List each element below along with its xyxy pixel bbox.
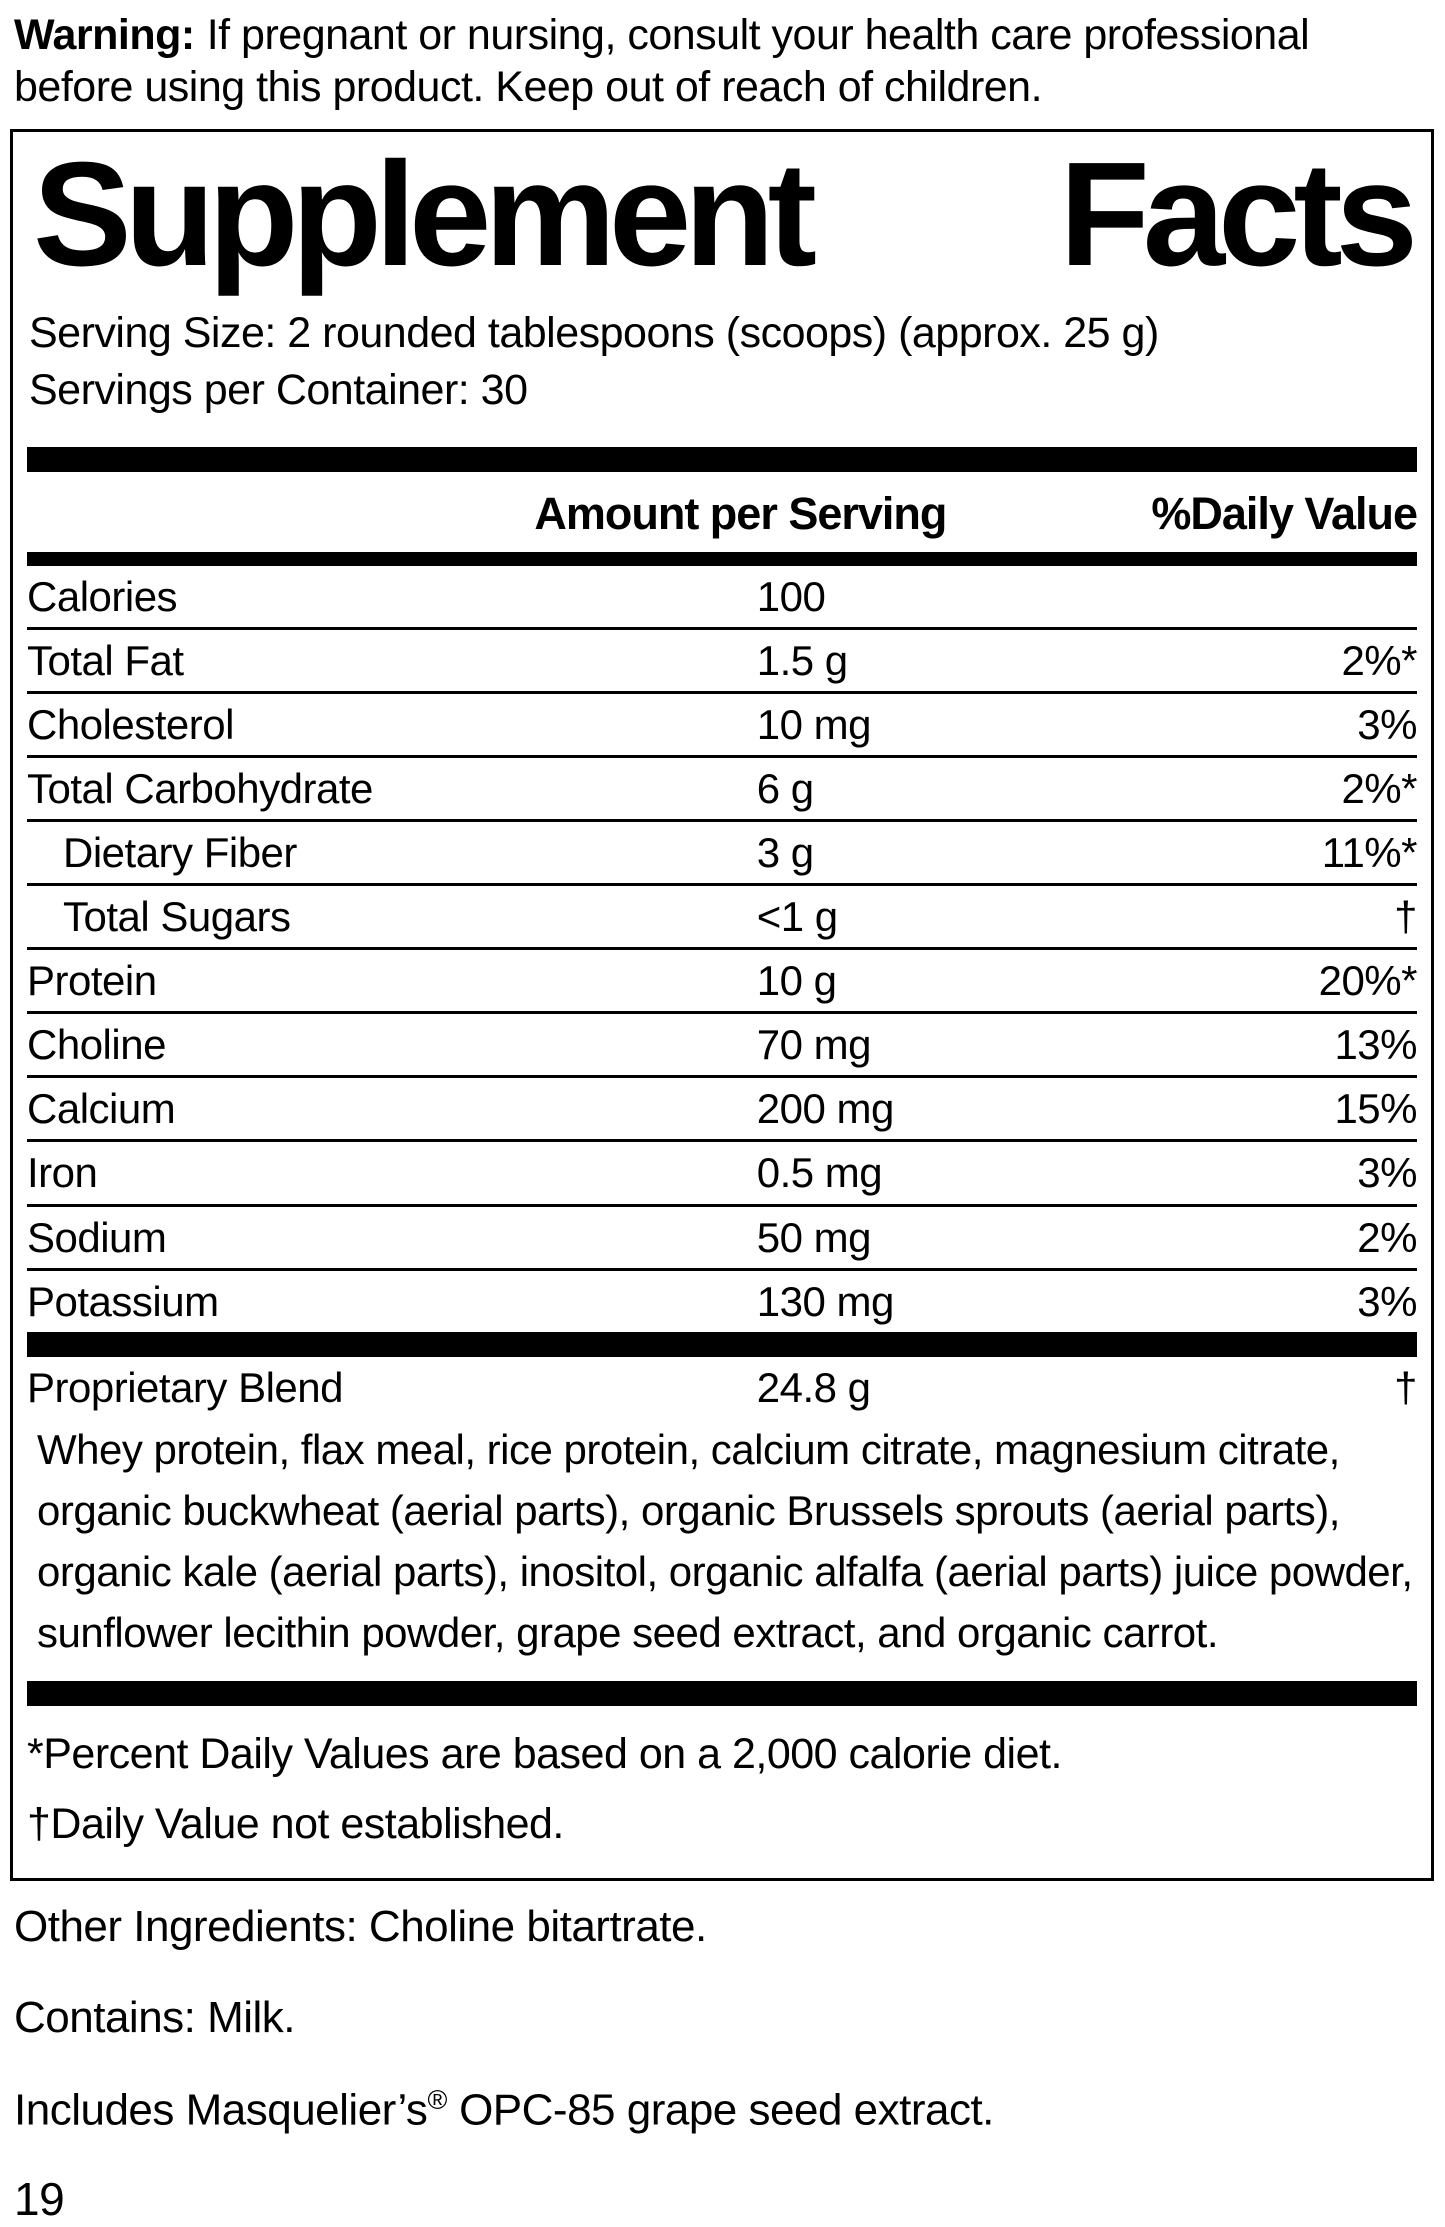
table-row bbox=[27, 1078, 1417, 1142]
nutrient-dv: 3% bbox=[1357, 700, 1417, 748]
nutrient-name: Proprietary Blend bbox=[27, 1363, 343, 1411]
nutrient-name: Cholesterol bbox=[27, 700, 234, 748]
includes-prefix: Includes Masquelier’s bbox=[14, 2085, 428, 2135]
nutrient-dv: † bbox=[1394, 1363, 1417, 1411]
blend-ingredients: Whey protein, flax meal, rice protein, calcium citrate, magnesium citrate, organic buckwheat (aerial parts), organic Brussels sprouts (aerial parts), organic kale (aerial parts), inositol, organic alfalfa (aerial parts) juice powder, sunflower lecithin powder, grape seed extract, and organic carrot. bbox=[37, 1425, 1413, 1656]
header-daily-value: %Daily Value bbox=[1151, 487, 1417, 539]
nutrient-name: Total Carbohydrate bbox=[27, 764, 373, 812]
nutrient-dv: 3% bbox=[1357, 1149, 1417, 1197]
nutrient-amount: 200 mg bbox=[756, 1085, 894, 1133]
nutrient-amount: 1.5 g bbox=[756, 636, 848, 684]
table-row bbox=[27, 694, 1417, 758]
nutrient-dv: 11%* bbox=[1321, 829, 1417, 877]
warning-body: If pregnant or nursing, consult your health care professional before using this product. Keep out of reach of children. bbox=[14, 11, 1310, 111]
table-row bbox=[27, 1014, 1417, 1078]
nutrient-name: Calories bbox=[27, 572, 178, 620]
includes-statement bbox=[14, 2084, 1429, 2137]
panel-title-right: Facts bbox=[1059, 132, 1411, 298]
nutrient-dv: 2%* bbox=[1341, 636, 1417, 684]
includes-suffix: OPC-85 grape seed extract. bbox=[459, 2085, 994, 2135]
nutrient-dv: 20%* bbox=[1318, 957, 1417, 1005]
nutrient-name: Total Sugars bbox=[63, 893, 291, 941]
footnotes bbox=[27, 1706, 1417, 1865]
warning-label: Warning: bbox=[14, 11, 195, 59]
nutrient-amount: <1 g bbox=[756, 893, 838, 941]
nutrient-dv: 2%* bbox=[1341, 764, 1417, 812]
contains-statement: Contains: Milk. bbox=[14, 1992, 296, 2042]
panel-title bbox=[27, 132, 1417, 298]
panel-title-left: Supplement bbox=[33, 132, 810, 298]
divider-thick-top bbox=[27, 447, 1417, 472]
other-ingredients: Other Ingredients: Choline bitartrate. bbox=[14, 1901, 707, 1951]
table-row bbox=[27, 1207, 1417, 1271]
table-row bbox=[27, 1271, 1417, 1332]
nutrient-amount: 24.8 g bbox=[756, 1363, 871, 1411]
registered-trademark-symbol: ® bbox=[427, 2085, 448, 2116]
table-header bbox=[27, 472, 1417, 552]
nutrient-dv: 2% bbox=[1357, 1213, 1417, 1261]
nutrient-amount: 10 mg bbox=[756, 700, 871, 748]
nutrient-dv: 13% bbox=[1334, 1021, 1417, 1069]
warning-text bbox=[14, 10, 1429, 113]
table-row bbox=[27, 950, 1417, 1014]
nutrient-name: Choline bbox=[27, 1021, 166, 1069]
serving-info bbox=[29, 305, 1415, 419]
table-row bbox=[27, 1142, 1417, 1206]
footnote-percent-dv: *Percent Daily Values are based on a 2,000 calorie diet. bbox=[27, 1730, 1062, 1779]
nutrient-amount: 6 g bbox=[756, 764, 814, 812]
serving-size: Serving Size: 2 rounded tablespoons (scoops) (approx. 25 g) bbox=[29, 309, 1159, 358]
nutrient-amount: 70 mg bbox=[756, 1021, 871, 1069]
nutrient-name: Total Fat bbox=[27, 636, 184, 684]
page-number: 19 bbox=[14, 2172, 65, 2225]
divider-thick-footnotes bbox=[27, 1681, 1417, 1706]
nutrient-name: Protein bbox=[27, 957, 157, 1005]
table-row bbox=[27, 886, 1417, 950]
nutrient-name: Dietary Fiber bbox=[63, 829, 297, 877]
nutrient-name: Iron bbox=[27, 1149, 98, 1197]
nutrient-name: Potassium bbox=[27, 1277, 219, 1325]
nutrient-amount: 10 g bbox=[756, 957, 837, 1005]
table-row bbox=[27, 566, 1417, 630]
supplement-facts-panel bbox=[10, 129, 1434, 1881]
table-row bbox=[27, 630, 1417, 694]
nutrient-amount: 50 mg bbox=[756, 1213, 871, 1261]
nutrient-name: Calcium bbox=[27, 1085, 176, 1133]
proprietary-blend-row bbox=[27, 1357, 1417, 1418]
nutrient-dv: † bbox=[1394, 893, 1417, 941]
table-row bbox=[27, 758, 1417, 822]
nutrient-name: Sodium bbox=[27, 1213, 167, 1261]
header-spacer bbox=[27, 488, 534, 540]
nutrient-amount: 130 mg bbox=[756, 1277, 894, 1325]
nutrient-amount: 3 g bbox=[756, 829, 814, 877]
header-amount-per-serving: Amount per Serving bbox=[534, 487, 947, 539]
divider-thick-blend bbox=[27, 1332, 1417, 1357]
nutrient-dv: 15% bbox=[1334, 1085, 1417, 1133]
divider-medium-header bbox=[27, 552, 1417, 566]
footnote-dagger: †Daily Value not established. bbox=[27, 1800, 564, 1849]
nutrient-dv: 3% bbox=[1357, 1277, 1417, 1325]
nutrient-amount: 0.5 mg bbox=[756, 1149, 883, 1197]
nutrient-amount: 100 bbox=[756, 572, 826, 620]
table-row bbox=[27, 822, 1417, 886]
servings-per-container: Servings per Container: 30 bbox=[29, 365, 528, 414]
